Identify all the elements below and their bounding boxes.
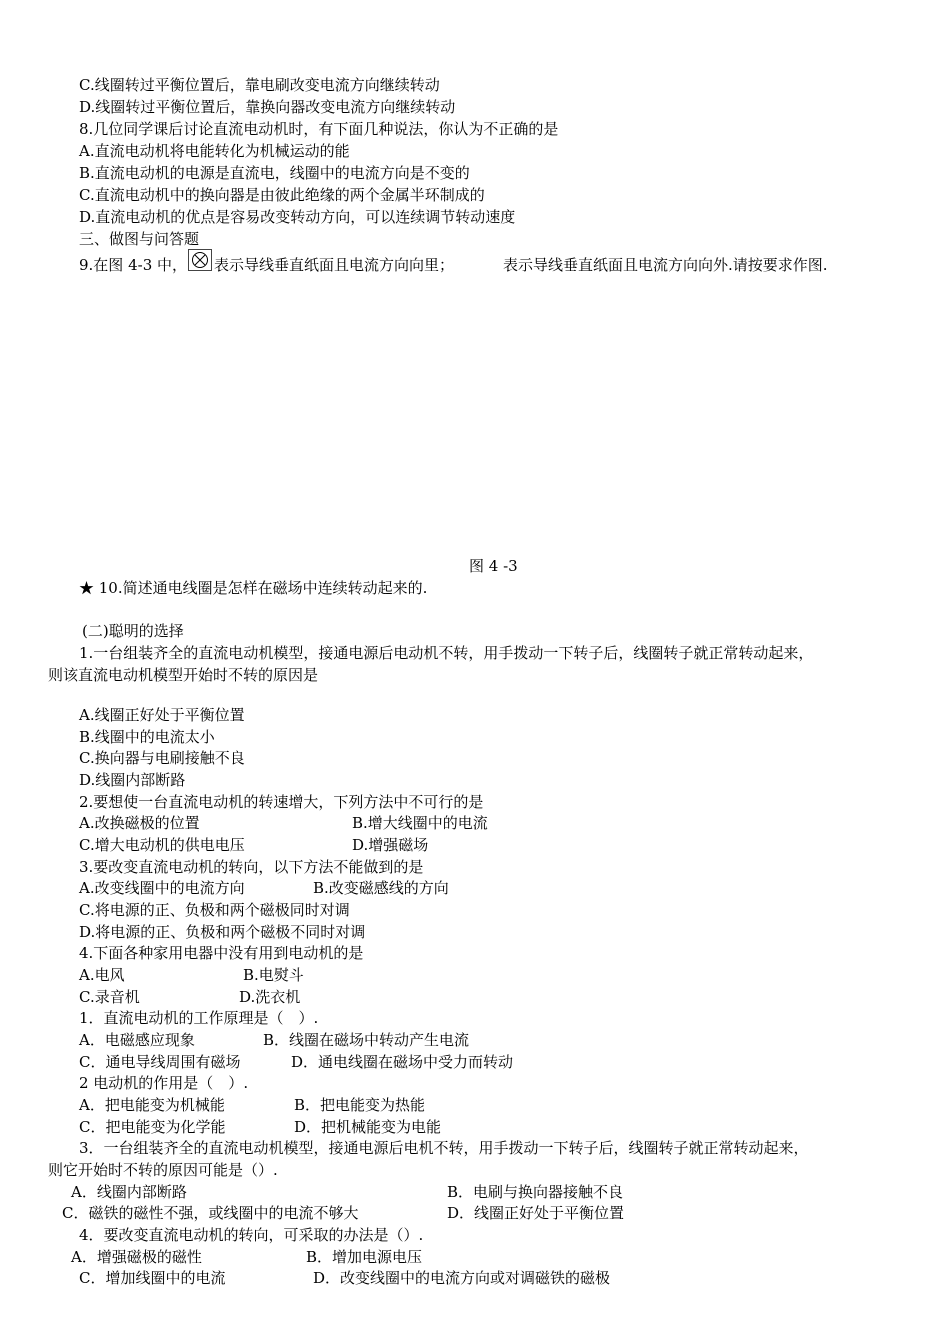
- sc-q3-option-c: C.将电源的正、负极和两个磁极同时对调: [79, 901, 350, 919]
- sc-q2-option-d: D.增强磁场: [352, 836, 429, 854]
- sc-q4-option-a: A.电风: [79, 966, 125, 984]
- ex-q1-option-b: B．线圈在磁场中转动产生电流: [263, 1031, 470, 1049]
- q7-option-c: C.线圈转过平衡位置后，靠电刷改变电流方向继续转动: [79, 76, 440, 94]
- current-into-page-symbol: [188, 249, 212, 271]
- section-heading-3: 三、做图与问答题: [79, 230, 200, 248]
- ex-q1-stem: 1．直流电动机的工作原理是（ ）.: [79, 1009, 319, 1027]
- ex-q2-option-d: D．把机械能变为电能: [294, 1118, 442, 1136]
- sc-q1-option-c: C.换向器与电刷接触不良: [79, 749, 245, 767]
- ex-q2-option-c: C．把电能变为化学能: [79, 1118, 226, 1136]
- ex-q3-line1: 3．一台组装齐全的直流电动机模型，接通电源后电机不转，用手拨动一下转子后，线圈转子就正常转动起来，: [79, 1139, 809, 1157]
- ex-q1-option-c: C．通电导线周围有磁场: [79, 1053, 241, 1071]
- q8-option-a: A.直流电动机将电能转化为机械运动的能: [79, 142, 350, 160]
- sc-q3-option-b: B.改变磁感线的方向: [313, 879, 449, 897]
- q8-option-c: C.直流电动机中的换向器是由彼此绝缘的两个金属半环制成的: [79, 186, 485, 204]
- circled-x-icon: [191, 251, 209, 269]
- ex-q3-option-d: D．线圈正好处于平衡位置: [447, 1204, 625, 1222]
- ex-q1-option-a: A．电磁感应现象: [79, 1031, 195, 1049]
- q8-option-b: B.直流电动机的电源是直流电，线圈中的电流方向是不变的: [79, 164, 470, 182]
- sc-q4-stem: 4.下面各种家用电器中没有用到电动机的是: [79, 944, 364, 962]
- q7-option-d: D.线圈转过平衡位置后，靠换向器改变电流方向继续转动: [79, 98, 456, 116]
- ex-q2-stem: 2 电动机的作用是（ ）.: [79, 1074, 249, 1092]
- sc-q1-line2: 则该直流电动机模型开始时不转的原因是: [48, 666, 319, 684]
- ex-q4-stem: 4．要改变直流电动机的转向，可采取的办法是（）.: [79, 1226, 424, 1244]
- ex-q2-option-a: A．把电能变为机械能: [79, 1096, 225, 1114]
- sc-q4-option-d: D.洗衣机: [239, 988, 301, 1006]
- sc-q1-option-b: B.线圈中的电流太小: [79, 728, 215, 746]
- sc-q1-option-d: D.线圈内部断路: [79, 771, 186, 789]
- q8-stem: 8.几位同学课后讨论直流电动机时，有下面几种说法，你认为不正确的是: [79, 120, 559, 138]
- sc-q2-option-c: C.增大电动机的供电电压: [79, 836, 245, 854]
- ex-q4-option-a: A．增强磁极的磁性: [71, 1248, 202, 1266]
- sc-q3-stem: 3.要改变直流电动机的转向，以下方法不能做到的是: [79, 858, 424, 876]
- sc-q4-option-b: B.电熨斗: [243, 966, 304, 984]
- sc-q2-option-a: A.改换磁极的位置: [79, 814, 200, 832]
- sc-q3-option-d: D.将电源的正、负极和两个磁极不同时对调: [79, 923, 366, 941]
- sc-q2-option-b: B.增大线圈中的电流: [352, 814, 488, 832]
- figure-caption: 图 4 -3: [469, 557, 518, 575]
- sc-q3-option-a: A.改变线圈中的电流方向: [79, 879, 245, 897]
- sc-q1-option-a: A.线圈正好处于平衡位置: [79, 706, 245, 724]
- ex-q4-option-d: D．改变线圈中的电流方向或对调磁铁的磁极: [313, 1269, 611, 1287]
- ex-q3-option-c: C．磁铁的磁性不强，或线圈中的电流不够大: [62, 1204, 359, 1222]
- ex-q4-option-b: B．增加电源电压: [306, 1248, 423, 1266]
- sc-q2-stem: 2.要想使一台直流电动机的转速增大，下列方法中不可行的是: [79, 793, 484, 811]
- q9-text-part1: 9.在图 4-3 中，: [79, 256, 188, 274]
- ex-q4-option-c: C．增加线圈中的电流: [79, 1269, 226, 1287]
- ex-q1-option-d: D．通电线圈在磁场中受力而转动: [291, 1053, 514, 1071]
- q9-text-part2: 表示导线垂直纸面且电流方向向里；: [214, 256, 455, 274]
- smart-choice-heading: (二)聪明的选择: [82, 622, 184, 640]
- q9-text-part3: 表示导线垂直纸面且电流方向向外.请按要求作图.: [503, 256, 828, 274]
- ex-q3-line2: 则它开始时不转的原因可能是（）.: [48, 1161, 278, 1179]
- sc-q4-option-c: C.录音机: [79, 988, 140, 1006]
- q10-stem: ★ 10.简述通电线圈是怎样在磁场中连续转动起来的.: [79, 579, 428, 597]
- ex-q3-option-b: B．电刷与换向器接触不良: [447, 1183, 624, 1201]
- q8-option-d: D.直流电动机的优点是容易改变转动方向，可以连续调节转动速度: [79, 208, 516, 226]
- ex-q2-option-b: B．把电能变为热能: [294, 1096, 426, 1114]
- ex-q3-option-a: A．线圈内部断路: [71, 1183, 187, 1201]
- sc-q1-line1: 1.一台组装齐全的直流电动机模型，接通电源后电动机不转，用手拨动一下转子后，线圈转子就正常转动起来，: [79, 644, 814, 662]
